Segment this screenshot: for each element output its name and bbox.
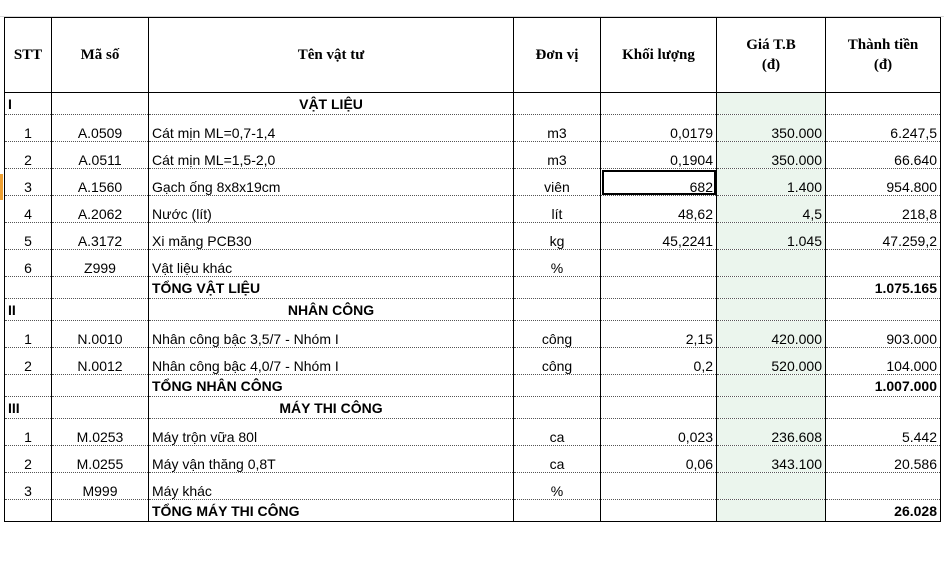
cell-thanh-tien[interactable]: 47.259,2 xyxy=(826,223,941,250)
cell-don-vi[interactable]: lít xyxy=(514,196,601,223)
cell-thanh-tien[interactable]: 66.640 xyxy=(826,142,941,169)
header-khoi-luong[interactable]: Khối lượng xyxy=(601,18,717,93)
empty-cell[interactable] xyxy=(514,375,601,397)
empty-cell[interactable] xyxy=(5,375,52,397)
empty-cell[interactable] xyxy=(514,397,601,419)
cell-khoi-luong[interactable]: 2,15 xyxy=(601,321,717,348)
table-row xyxy=(5,348,941,375)
header-don-vi[interactable]: Đơn vị xyxy=(514,18,601,93)
empty-cell[interactable] xyxy=(514,299,601,321)
empty-cell[interactable] xyxy=(717,93,826,115)
table-row xyxy=(5,223,941,250)
header-thanh-tien[interactable]: Thành tiền (đ) xyxy=(826,18,941,93)
cell-stt[interactable]: 6 xyxy=(5,250,52,277)
total-label[interactable]: TỔNG NHÂN CÔNG xyxy=(149,375,514,397)
section-title[interactable]: VẬT LIỆU xyxy=(149,93,514,115)
cell-ma-so[interactable]: M.0253 xyxy=(52,419,149,446)
empty-cell[interactable] xyxy=(5,500,52,522)
cell-ten-vat-tu[interactable]: Máy vận thăng 0,8T xyxy=(149,446,514,473)
section-number[interactable]: III xyxy=(5,397,52,419)
cell-don-vi[interactable]: viên xyxy=(514,169,601,196)
empty-cell[interactable] xyxy=(514,500,601,522)
cell-gia-tb[interactable]: 520.000 xyxy=(717,348,826,375)
cell-ten-vat-tu[interactable]: Nước (lít) xyxy=(149,196,514,223)
cell-stt[interactable]: 3 xyxy=(5,473,52,500)
empty-cell[interactable] xyxy=(601,299,717,321)
cell-ma-so[interactable]: N.0012 xyxy=(52,348,149,375)
cell-thanh-tien[interactable]: 954.800 xyxy=(826,169,941,196)
table-row xyxy=(5,321,941,348)
active-row-marker xyxy=(0,174,3,200)
empty-cell[interactable] xyxy=(52,397,149,419)
cell-ten-vat-tu[interactable]: Máy khác xyxy=(149,473,514,500)
section-number[interactable]: I xyxy=(5,93,52,115)
section-number[interactable]: II xyxy=(5,299,52,321)
cell-gia-tb[interactable]: 236.608 xyxy=(717,419,826,446)
cell-ma-so[interactable]: A.0509 xyxy=(52,115,149,142)
empty-cell[interactable] xyxy=(717,397,826,419)
cell-don-vi[interactable]: % xyxy=(514,473,601,500)
empty-cell[interactable] xyxy=(717,299,826,321)
cell-stt[interactable]: 2 xyxy=(5,446,52,473)
cell-thanh-tien[interactable]: 20.586 xyxy=(826,446,941,473)
header-row xyxy=(5,18,941,93)
empty-cell[interactable] xyxy=(514,93,601,115)
cell-stt[interactable]: 1 xyxy=(5,419,52,446)
total-row xyxy=(5,500,941,522)
table-row xyxy=(5,473,941,500)
cell-gia-tb[interactable] xyxy=(717,250,826,277)
cell-khoi-luong[interactable]: 0,023 xyxy=(601,419,717,446)
header-ma-so[interactable]: Mã số xyxy=(52,18,149,93)
empty-cell[interactable] xyxy=(826,93,941,115)
table-row xyxy=(5,142,941,169)
cell-thanh-tien[interactable]: 218,8 xyxy=(826,196,941,223)
cell-khoi-luong[interactable]: 0,2 xyxy=(601,348,717,375)
header-stt[interactable]: STT xyxy=(5,18,52,93)
table-row xyxy=(5,419,941,446)
cell-khoi-luong[interactable]: 45,2241 xyxy=(601,223,717,250)
cell-khoi-luong[interactable]: 0,06 xyxy=(601,446,717,473)
cell-don-vi[interactable]: ca xyxy=(514,419,601,446)
total-label[interactable]: TỔNG MÁY THI CÔNG xyxy=(149,500,514,522)
cell-thanh-tien[interactable]: 6.247,5 xyxy=(826,115,941,142)
cell-ma-so[interactable]: M999 xyxy=(52,473,149,500)
cell-ten-vat-tu[interactable]: Nhân công bậc 4,0/7 - Nhóm I xyxy=(149,348,514,375)
cell-stt[interactable]: 5 xyxy=(5,223,52,250)
cell-stt[interactable]: 1 xyxy=(5,115,52,142)
cell-stt[interactable]: 2 xyxy=(5,348,52,375)
cell-ten-vat-tu[interactable]: Cát mịn ML=0,7-1,4 xyxy=(149,115,514,142)
cell-gia-tb[interactable] xyxy=(717,473,826,500)
section-title[interactable]: MÁY THI CÔNG xyxy=(149,397,514,419)
cell-don-vi[interactable]: công xyxy=(514,321,601,348)
section-row xyxy=(5,93,941,115)
table-row xyxy=(5,169,941,196)
cell-thanh-tien[interactable] xyxy=(826,473,941,500)
total-value[interactable]: 1.075.165 xyxy=(826,277,941,299)
cell-stt[interactable]: 2 xyxy=(5,142,52,169)
empty-cell[interactable] xyxy=(601,397,717,419)
empty-cell[interactable] xyxy=(52,299,149,321)
cell-gia-tb[interactable]: 420.000 xyxy=(717,321,826,348)
cell-khoi-luong[interactable]: 48,62 xyxy=(601,196,717,223)
empty-cell[interactable] xyxy=(52,93,149,115)
cell-ten-vat-tu[interactable]: Gạch ống 8x8x19cm xyxy=(149,169,514,196)
section-row xyxy=(5,397,941,419)
cell-ma-so[interactable]: Z999 xyxy=(52,250,149,277)
sheet-top-strip xyxy=(0,0,944,17)
empty-cell[interactable] xyxy=(826,397,941,419)
cell-ten-vat-tu[interactable]: Vật liệu khác xyxy=(149,250,514,277)
cell-gia-tb[interactable]: 4,5 xyxy=(717,196,826,223)
empty-cell[interactable] xyxy=(601,93,717,115)
cell-don-vi[interactable]: ca xyxy=(514,446,601,473)
cell-don-vi[interactable]: kg xyxy=(514,223,601,250)
cell-gia-tb[interactable]: 1.400 xyxy=(717,169,826,196)
cell-stt[interactable]: 1 xyxy=(5,321,52,348)
total-row xyxy=(5,375,941,397)
empty-cell[interactable] xyxy=(826,299,941,321)
cell-stt[interactable]: 4 xyxy=(5,196,52,223)
table-row xyxy=(5,115,941,142)
empty-cell[interactable] xyxy=(601,375,717,397)
empty-cell[interactable] xyxy=(601,500,717,522)
table-row xyxy=(5,196,941,223)
cell-ma-so[interactable]: A.2062 xyxy=(52,196,149,223)
empty-cell[interactable] xyxy=(717,277,826,299)
selected-cell[interactable]: 682 xyxy=(601,169,717,196)
cell-gia-tb[interactable]: 350.000 xyxy=(717,142,826,169)
cell-thanh-tien[interactable]: 903.000 xyxy=(826,321,941,348)
total-label[interactable]: TỔNG VẬT LIỆU xyxy=(149,277,514,299)
cell-ma-so[interactable]: N.0010 xyxy=(52,321,149,348)
cell-khoi-luong[interactable]: 0,0179 xyxy=(601,115,717,142)
cell-ma-so[interactable]: M.0255 xyxy=(52,446,149,473)
cell-thanh-tien[interactable]: 5.442 xyxy=(826,419,941,446)
table-row xyxy=(5,250,941,277)
cell-khoi-luong[interactable] xyxy=(601,473,717,500)
cell-don-vi[interactable]: % xyxy=(514,250,601,277)
cell-gia-tb[interactable]: 350.000 xyxy=(717,115,826,142)
cell-don-vi[interactable]: m3 xyxy=(514,115,601,142)
empty-cell[interactable] xyxy=(5,277,52,299)
table-row xyxy=(5,446,941,473)
cell-ten-vat-tu[interactable]: Xi măng PCB30 xyxy=(149,223,514,250)
empty-cell[interactable] xyxy=(52,375,149,397)
cell-thanh-tien[interactable] xyxy=(826,250,941,277)
cell-ten-vat-tu[interactable]: Máy trộn vữa 80l xyxy=(149,419,514,446)
empty-cell[interactable] xyxy=(52,277,149,299)
cell-don-vi[interactable]: m3 xyxy=(514,142,601,169)
total-value[interactable]: 1.007.000 xyxy=(826,375,941,397)
empty-cell[interactable] xyxy=(514,277,601,299)
cell-gia-tb[interactable]: 343.100 xyxy=(717,446,826,473)
total-value[interactable]: 26.028 xyxy=(826,500,941,522)
empty-cell[interactable] xyxy=(717,500,826,522)
cell-ma-so[interactable]: A.3172 xyxy=(52,223,149,250)
cell-ten-vat-tu[interactable]: Cát mịn ML=1,5-2,0 xyxy=(149,142,514,169)
header-ten-vat-tu[interactable]: Tên vật tư xyxy=(149,18,514,93)
cell-ma-so[interactable]: A.1560 xyxy=(52,169,149,196)
section-row xyxy=(5,299,941,321)
cell-ten-vat-tu[interactable]: Nhân công bậc 3,5/7 - Nhóm I xyxy=(149,321,514,348)
empty-cell[interactable] xyxy=(601,277,717,299)
total-row xyxy=(5,277,941,299)
empty-cell[interactable] xyxy=(52,500,149,522)
empty-cell[interactable] xyxy=(717,375,826,397)
cell-thanh-tien[interactable]: 104.000 xyxy=(826,348,941,375)
cell-khoi-luong[interactable]: 0,1904 xyxy=(601,142,717,169)
cell-stt[interactable]: 3 xyxy=(5,169,52,196)
section-title[interactable]: NHÂN CÔNG xyxy=(149,299,514,321)
header-gia-tb[interactable]: Giá T.B (đ) xyxy=(717,18,826,93)
material-cost-table xyxy=(4,17,941,522)
cell-khoi-luong[interactable] xyxy=(601,250,717,277)
cell-don-vi[interactable]: công xyxy=(514,348,601,375)
cell-gia-tb[interactable]: 1.045 xyxy=(717,223,826,250)
cell-ma-so[interactable]: A.0511 xyxy=(52,142,149,169)
